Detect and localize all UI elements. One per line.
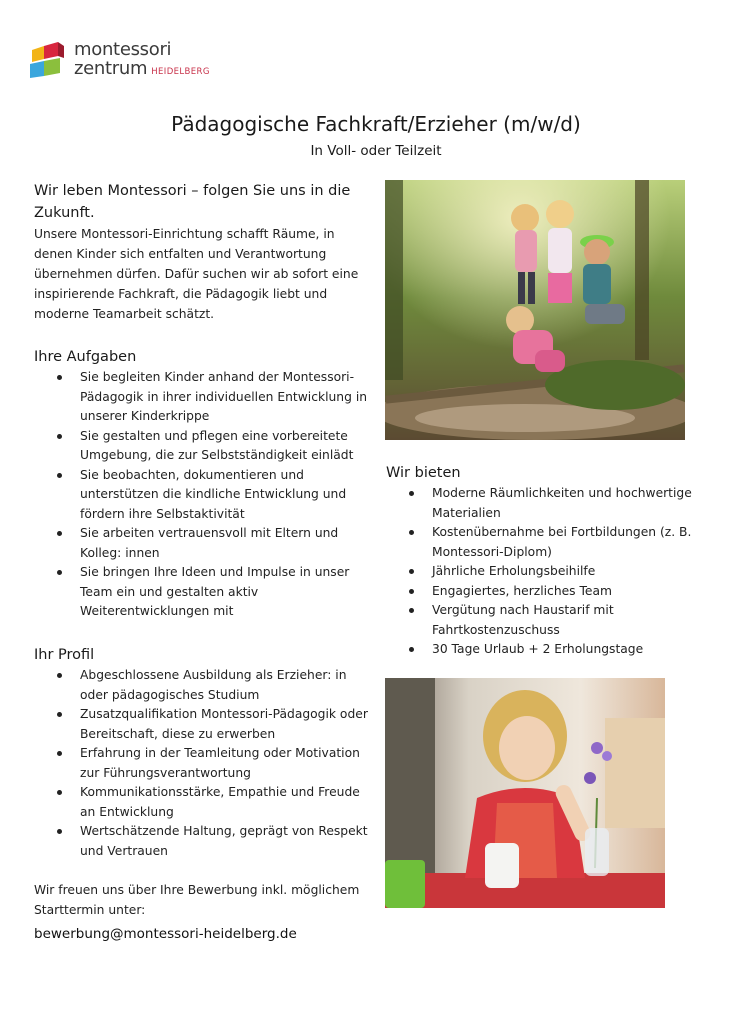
list-item: Kommunikationsstärke, Empathie und Freude an Entwicklung [34, 783, 374, 822]
offer-list [386, 484, 716, 660]
list-item: 30 Tage Urlaub + 2 Erholungstage [386, 640, 716, 660]
tasks-heading: Ihre Aufgaben [34, 349, 137, 365]
page-title: Pädagogische Fachkraft/Erzieher (m/w/d) [171, 112, 581, 136]
profile-section [34, 644, 374, 861]
indoor-photo-illustration [385, 678, 665, 908]
list-item: Sie begleiten Kinder anhand der Montessori-Pädagogik in ihrer individuellen Entwicklung in unserer Kinderkrippe [34, 368, 374, 427]
offer-section [386, 462, 716, 660]
list-item: Wertschätzende Haltung, geprägt von Respekt und Vertrauen [34, 822, 374, 861]
list-item: Kostenübernahme bei Fortbildungen (z. B. Montessori-Diplom) [386, 523, 716, 562]
list-item: Engagiertes, herzliches Team [386, 582, 716, 602]
logo-city: HEIDELBERG [151, 67, 210, 77]
logo-wordmark [74, 40, 210, 82]
intro-text: Unsere Montessori-Einrichtung schafft Räume, in denen Kinder sich entfalten und Verantwortung übernehmen dürfen. Dafür suchen wir ab sofort eine inspirierende Fachkraft, die Pädagogik liebt und moderne Teamarbeit schätzt. [34, 227, 359, 321]
list-item: Jährliche Erholungsbeihilfe [386, 562, 716, 582]
logo [28, 40, 228, 82]
tasks-section [34, 346, 374, 622]
logo-line2: zentrum [74, 58, 148, 79]
photo-children-outdoors [385, 180, 685, 440]
photo-girl-with-flowers [385, 678, 665, 908]
list-item: Sie arbeiten vertrauensvoll mit Eltern und Kolleg: innen [34, 524, 374, 563]
page-subtitle: In Voll- oder Teilzeit [310, 143, 442, 159]
contact-text: Wir freuen uns über Ihre Bewerbung inkl. möglichem Starttermin unter: [34, 883, 360, 917]
logo-cubes-icon [28, 40, 66, 80]
tasks-list [34, 368, 374, 622]
email-link[interactable]: bewerbung@montessori-heidelberg.de [34, 926, 297, 942]
list-item: Moderne Räumlichkeiten und hochwertige Materialien [386, 484, 716, 523]
logo-line1: montessori [74, 39, 172, 60]
list-item: Sie bringen Ihre Ideen und Impulse in unser Team ein und gestalten aktiv Weiterentwicklungen mit [34, 563, 374, 622]
list-item: Sie beobachten, dokumentieren und unterstützen die kindliche Entwicklung und fördern ihre Selbstaktivität [34, 466, 374, 525]
forest-photo-illustration [385, 180, 685, 440]
offer-heading: Wir bieten [386, 465, 461, 481]
list-item: Zusatzqualifikation Montessori-Pädagogik oder Bereitschaft, diese zu erwerben [34, 705, 374, 744]
profile-heading: Ihr Profil [34, 647, 95, 663]
list-item: Abgeschlossene Ausbildung als Erzieher: in oder pädagogisches Studium [34, 666, 374, 705]
intro-heading: Wir leben Montessori – folgen Sie uns in die Zukunft. [34, 183, 351, 221]
list-item: Sie gestalten und pflegen eine vorbereitete Umgebung, die zur Selbstständigkeit einlädt [34, 427, 374, 466]
intro-section [34, 180, 374, 324]
list-item: Vergütung nach Haustarif mit Fahrtkostenzuschuss [386, 601, 716, 640]
list-item: Erfahrung in der Teamleitung oder Motivation zur Führungsverantwortung [34, 744, 374, 783]
profile-list [34, 666, 374, 861]
